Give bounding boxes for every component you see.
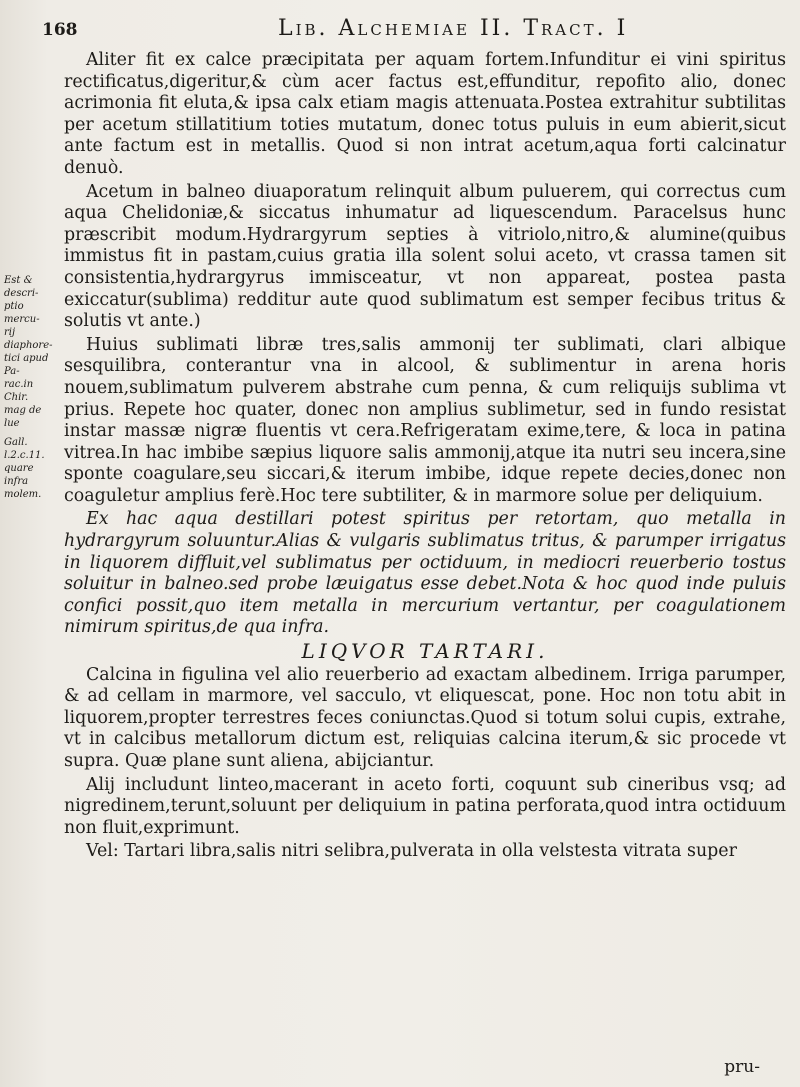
page-header xyxy=(42,16,762,46)
running-head: Lib. Alchemiae II. Tract. I xyxy=(278,16,629,41)
section-heading: LIQVOR TARTARI. xyxy=(301,639,549,664)
paragraph-huius: Huius sublimati libræ tres,salis ammonij ter sublimati, clari albique sesquilibra, conterantur vna in alcool, & sublimentur in arena horis nouem,sublimatum pulverem abstrahe cum penna, & cum reliquijs sublima vt prius. Repete hoc quater, donec non amplius sublimetur, sed in fundo resistat instar massæ nigræ fluentis vt cera.Refrigeratam exime,tere, & loca in patina vitrea.In hac imbibe sæpius liquore salis ammonij,atque ita nutri seu incera,sine sponte coagulare,seu siccari,& iterum imbibe, idque repete decies,donec non coaguletur amplius ferè.Hoc tere subtiliter, & in marmore solue per deliquium. xyxy=(64,334,786,506)
margin-notes xyxy=(4,274,60,507)
paragraph-aliter: Aliter fit ex calce præcipitata per aquam fortem.Infunditur ei vini spiritus rectificatus,digeritur,& cùm acer factus est,effunditur, repofito alio, donec acrimonia fit eluta,& ipsa calx etiam magis attenuata.Postea extrahitur subtilitas per acetum stillatitium toties mutatum, donec totus puluis in eum abierit,sicut ante factum est in metallis. Quod si non intrat acetum,aqua forti calcinatur denuò. xyxy=(64,50,786,178)
margin-note-gall: Gall. l.2.c.11. quare infra molem. xyxy=(4,437,45,500)
folio-number: 168 xyxy=(42,20,78,40)
paragraph-ex-hac-aqua: Ex hac aqua destillari potest spiritus per retortam, quo metalla in hydrargyrum soluuntur.Alias & vulgaris sublimatus tritus, & parumper irrigatus in liquorem diffluit,vel sublimatus per octiduum, in mediocri reuerberio tostus soluitur in balneo.sed probe læuigatus esse debet.Nota & hoc quod inde puluis confici possit,quo item metalla in mercurium vertantur, per coagulationem nimirum spiritus,de qua infra. xyxy=(64,509,786,638)
margin-note-descriptio: Est & descri- ptio mercu- rij diaphore- tici apud Pa- rac.in Chir. mag de lue xyxy=(4,275,53,429)
catchword: pru- xyxy=(724,1057,760,1077)
paragraph-acetum: Acetum in balneo diuaporatum relinquit album puluerem, qui correctus cum aqua Chelidoniæ,& siccatus inhumatur ad liquescendum. Paracelsus hunc præscribit modum.Hydrargyrum septies à vitriolo,nitro,& alumine(quibus immistus fit in pastam,cuius gratia illa solent solui aceto, vt crassa tamen sit consistentia,hydrargyrus immisceatur, vt non appareat, postea pasta exiccatur(sublima) redditur aute quod sublimatum est semper fecibus tritus & solutis vt ante.) xyxy=(64,181,786,332)
paragraph-vel: Vel: Tartari libra,salis nitri selibra,pulverata in olla velstesta vitrata super xyxy=(86,841,737,862)
paragraph-alij: Alij includunt linteo,macerant in aceto forti, coquunt sub cineribus vsq; ad nigredinem,terunt,soluunt per deliquium in patina perforata,quod intra octiduum non fluit,exprimunt. xyxy=(64,774,786,838)
paragraph-calcina: Calcina in figulina vel alio reuerberio ad exactam albedinem. Irriga parumper, & ad cellam in marmore, vel sacculo, vt eliquescat, pone. Hoc non totu abit in liquorem,propter terrestres feces coniunctas.Quod si totum solui cupis, extrahe, vt in calcibus metallorum dictum est, reliquias calcina iterum,& sic procede vt supra. Quæ plane sunt aliena, abijciantur. xyxy=(64,664,786,771)
main-text xyxy=(64,50,786,865)
